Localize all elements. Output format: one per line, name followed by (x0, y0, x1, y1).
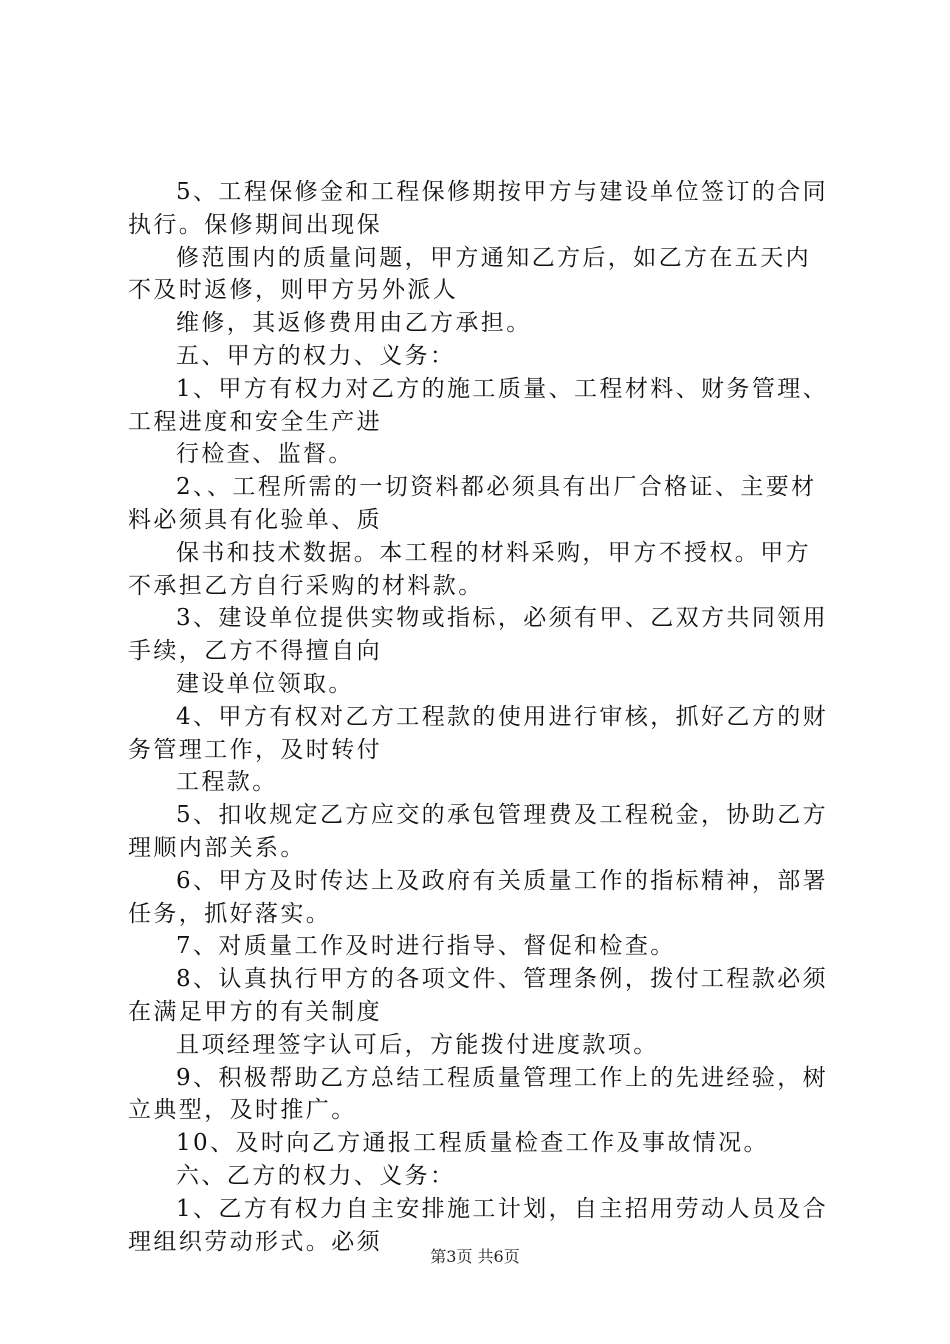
text-line: 执行。保修期间出现保 (128, 211, 382, 238)
text-line: 1、乙方有权力自主安排施工计划，自主招用劳动人员及合 (176, 1195, 829, 1222)
text-line: 2、、工程所需的一切资料都必须具有出厂合格证、主要材 (176, 474, 817, 501)
text-line: 工程进度和安全生产进 (128, 408, 382, 435)
text-line: 7、对质量工作及时进行指导、督促和检查。 (176, 933, 676, 960)
text-line: 5、工程保修金和工程保修期按甲方与建设单位签订的合同 (176, 179, 829, 205)
text-line: 4、甲方有权对乙方工程款的使用进行审核，抓好乙方的财 (176, 703, 829, 730)
text-line: 手续，乙方不得擅自向 (128, 638, 382, 665)
text-line: 料必须具有化验单、质 (128, 506, 382, 533)
text-line: 6、甲方及时传达上及政府有关质量工作的指标精神，部署 (176, 867, 829, 894)
text-line: 保书和技术数据。本工程的材料采购，甲方不授权。甲方 (176, 539, 811, 566)
text-line: 不承担乙方自行采购的材料款。 (128, 572, 484, 599)
document-body (128, 176, 828, 1258)
text-line: 10、及时向乙方通报工程质量检查工作及事故情况。 (176, 1130, 769, 1157)
text-line: 建设单位领取。 (176, 670, 354, 697)
text-line: 9、积极帮助乙方总结工程质量管理工作上的先进经验，树 (176, 1064, 829, 1091)
text-line: 立典型，及时推广。 (128, 1097, 357, 1124)
text-line: 工程款。 (176, 769, 278, 796)
text-line: 六、乙方的权力、义务： (176, 1162, 456, 1189)
text-line: 任务，抓好落实。 (128, 900, 332, 927)
text-line: 且项经理签字认可后，方能拨付进度款项。 (176, 1031, 659, 1058)
text-line: 务管理工作，及时转付 (128, 736, 382, 763)
text-line: 不及时返修，则甲方另外派人 (128, 277, 459, 304)
text-line: 行检查、监督。 (176, 441, 354, 468)
text-line: 维修，其返修费用由乙方承担。 (176, 310, 532, 337)
text-line: 8、认真执行甲方的各项文件、管理条例，拨付工程款必须 (176, 966, 829, 993)
text-line: 理顺内部关系。 (128, 834, 306, 861)
text-line: 理组织劳动形式。必须 (128, 1228, 382, 1255)
text-line: 3、建设单位提供实物或指标，必须有甲、乙双方共同领用 (176, 605, 829, 632)
text-line: 在满足甲方的有关制度 (128, 998, 382, 1025)
text-line: 1、甲方有权力对乙方的施工质量、工程材料、财务管理、 (176, 375, 829, 402)
text-line: 修范围内的质量问题，甲方通知乙方后，如乙方在五天内 (176, 244, 811, 271)
page-footer: 第3页 共6页 (430, 1247, 520, 1266)
text-line: 5、扣收规定乙方应交的承包管理费及工程税金，协助乙方 (176, 802, 829, 829)
text-line: 五、甲方的权力、义务： (176, 342, 456, 369)
